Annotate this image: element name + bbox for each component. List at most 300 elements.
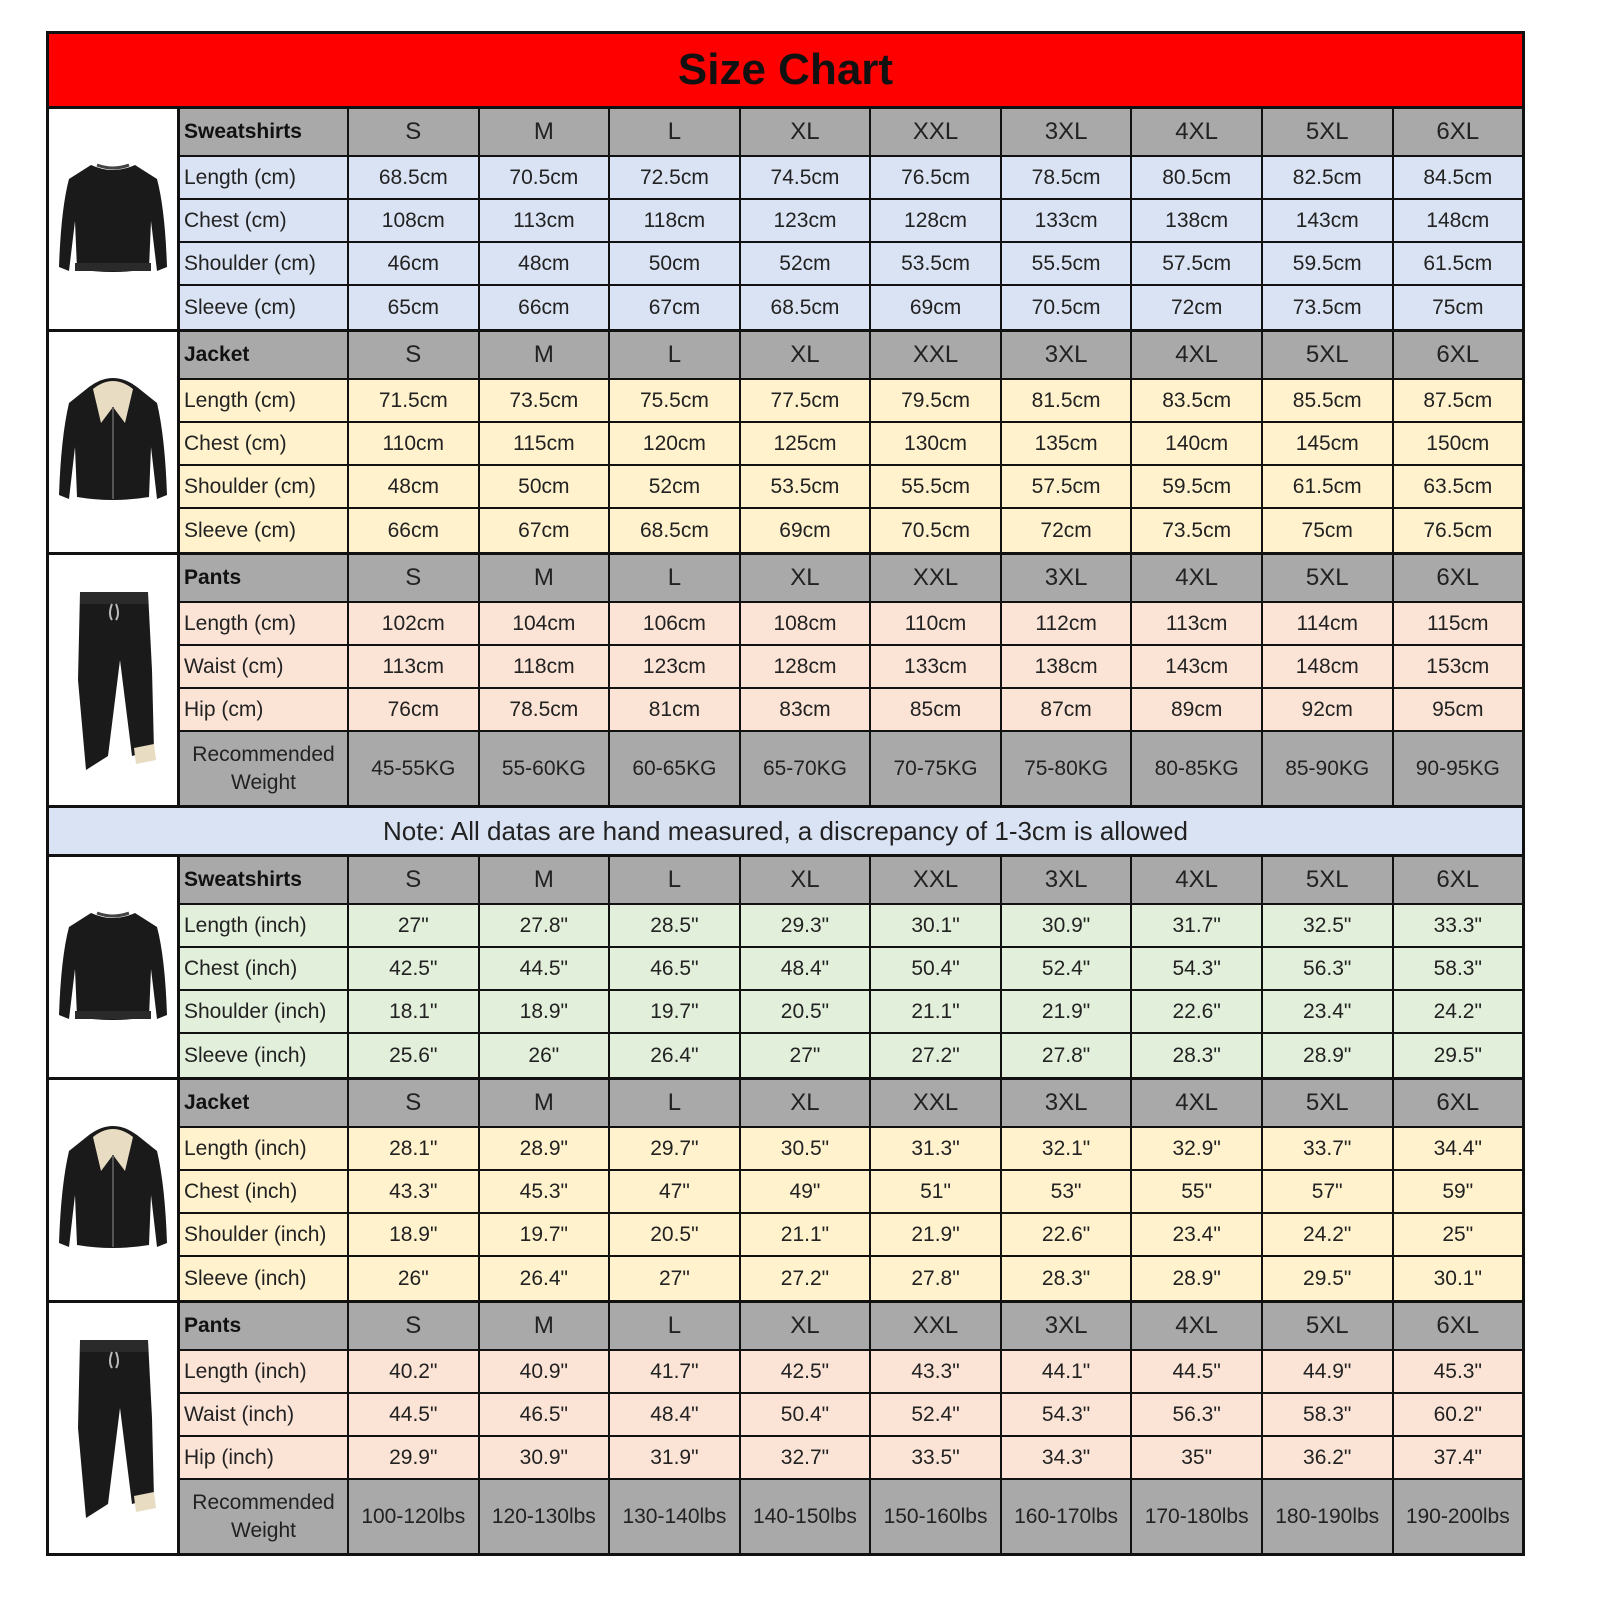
measurement-value: 37.4" (1433, 1445, 1482, 1469)
table-header-row (180, 332, 1522, 380)
table-row (180, 509, 1522, 552)
measurement-value: 53.5cm (741, 466, 872, 507)
measurement-value: 133cm (1002, 200, 1133, 241)
weight-value: 85-90KG (1263, 732, 1394, 805)
measurement-value: 30.1" (1433, 1266, 1482, 1290)
measurement-value: 89cm (1132, 689, 1263, 730)
size-header: XL (741, 555, 872, 601)
measurement-value: 133cm (871, 646, 1002, 687)
table-row (180, 243, 1522, 286)
product-image (49, 1080, 180, 1300)
measurement-value: 36.2" (1263, 1437, 1394, 1478)
size-header: M (480, 109, 611, 155)
size-header: 5XL (1263, 1303, 1394, 1349)
measurement-value: 28.5" (610, 905, 741, 946)
size-header: S (349, 332, 480, 378)
size-table (180, 109, 1522, 329)
measurement-value: 21.1" (871, 991, 1002, 1032)
measurement-value: 44.1" (1002, 1351, 1133, 1392)
size-header: 5XL (1263, 109, 1394, 155)
measurement-value: 118cm (480, 646, 611, 687)
table-header-row (180, 555, 1522, 603)
measurement-value: 20.5" (741, 991, 872, 1032)
measurement-value: 50cm (610, 243, 741, 284)
measurement-value: 29.9" (349, 1437, 480, 1478)
measurement-value: 52.4" (1002, 948, 1133, 989)
size-header: 3XL (1002, 1303, 1133, 1349)
measurement-value: 48cm (349, 466, 480, 507)
size-header: 3XL (1002, 332, 1133, 378)
measurement-value: 68.5cm (741, 286, 872, 329)
size-table (180, 555, 1522, 805)
weight-value: 100-120lbs (349, 1480, 480, 1553)
measurement-label: Length (inch) (180, 905, 349, 946)
measurement-value: 27.2" (871, 1034, 1002, 1077)
product-name: Pants (180, 1303, 349, 1349)
table-row (180, 286, 1522, 329)
measurement-value: 61.5cm (1423, 251, 1493, 275)
measurement-value: 42.5" (741, 1351, 872, 1392)
measurement-value: 53.5cm (871, 243, 1002, 284)
measurement-value: 78.5cm (480, 689, 611, 730)
measurement-value: 27" (349, 905, 480, 946)
weight-value: 190-200lbs (1405, 1504, 1510, 1528)
recommended-weight-text (192, 741, 334, 797)
table-row (180, 423, 1522, 466)
measurement-value: 48cm (480, 243, 611, 284)
measurement-value: 45.3" (480, 1171, 611, 1212)
measurement-value: 55" (1132, 1171, 1263, 1212)
size-header: XXL (871, 1080, 1002, 1126)
table-row (180, 991, 1522, 1034)
measurement-value: 40.2" (349, 1351, 480, 1392)
measurement-value: 43.3" (349, 1171, 480, 1212)
size-header: L (610, 332, 741, 378)
measurement-value: 27" (741, 1034, 872, 1077)
measurement-value: 50.4" (871, 948, 1002, 989)
page-title: Size Chart (49, 34, 1522, 109)
size-header: 4XL (1132, 555, 1263, 601)
measurement-value: 26" (349, 1257, 480, 1300)
size-header: 3XL (1002, 1080, 1133, 1126)
measurement-value: 110cm (349, 423, 480, 464)
measurement-value: 58.3" (1263, 1394, 1394, 1435)
measurement-value: 69cm (741, 509, 872, 552)
measurement-value: 31.7" (1132, 905, 1263, 946)
measurement-label: Chest (cm) (180, 200, 349, 241)
measurement-value: 52cm (610, 466, 741, 507)
measurement-value: 145cm (1263, 423, 1394, 464)
table-row (180, 689, 1522, 732)
measurement-value: 128cm (871, 200, 1002, 241)
measurement-value: 26.4" (480, 1257, 611, 1300)
measurement-value: 28.9" (1132, 1257, 1263, 1300)
measurement-value: 118cm (610, 200, 741, 241)
measurement-value: 35" (1132, 1437, 1263, 1478)
measurement-label: Hip (inch) (180, 1437, 349, 1478)
measurement-value: 75.5cm (610, 380, 741, 421)
measurement-value: 47" (610, 1171, 741, 1212)
measurement-value: 67cm (480, 509, 611, 552)
measurement-value: 73.5cm (1263, 286, 1394, 329)
measurement-label: Waist (cm) (180, 646, 349, 687)
size-header: 4XL (1132, 332, 1263, 378)
size-header: M (480, 1303, 611, 1349)
measurement-value: 28.9" (1263, 1034, 1394, 1077)
size-header: XL (741, 857, 872, 903)
weight-value: 55-60KG (480, 732, 611, 805)
weight-value: 120-130lbs (480, 1480, 611, 1553)
measurement-value: 67cm (610, 286, 741, 329)
measurement-value: 72.5cm (610, 157, 741, 198)
pants-icon (58, 1328, 168, 1528)
table-row (180, 603, 1522, 646)
weight-value: 140-150lbs (741, 1480, 872, 1553)
measurement-value: 74.5cm (741, 157, 872, 198)
measurement-value: 73.5cm (1132, 509, 1263, 552)
size-header: 3XL (1002, 857, 1133, 903)
size-header: 3XL (1002, 109, 1133, 155)
measurement-value: 46cm (349, 243, 480, 284)
measurement-value: 68.5cm (610, 509, 741, 552)
product-name: Jacket (180, 1080, 349, 1126)
measurement-value: 143cm (1132, 646, 1263, 687)
size-table (180, 857, 1522, 1077)
measurement-value: 32.1" (1002, 1128, 1133, 1169)
measurement-value: 82.5cm (1263, 157, 1394, 198)
measurement-value: 57.5cm (1132, 243, 1263, 284)
measurement-value: 73.5cm (480, 380, 611, 421)
measurement-value: 55.5cm (871, 466, 1002, 507)
measurement-value: 75cm (1263, 509, 1394, 552)
measurement-value: 48.4" (741, 948, 872, 989)
table-row (180, 1214, 1522, 1257)
size-header: M (480, 555, 611, 601)
measurement-value: 25" (1442, 1222, 1474, 1246)
measurement-value: 113cm (480, 200, 611, 241)
measurement-value: 32.7" (741, 1437, 872, 1478)
product-name: Sweatshirts (180, 109, 349, 155)
measurement-value: 87.5cm (1423, 388, 1493, 412)
weight-value: 130-140lbs (610, 1480, 741, 1553)
measurement-value: 30.5" (741, 1128, 872, 1169)
section-jacket (49, 332, 1522, 555)
measurement-value: 18.9" (480, 991, 611, 1032)
weight-value: 90-95KG (1415, 756, 1500, 780)
measurement-value: 57.5cm (1002, 466, 1133, 507)
measurement-value: 148cm (1263, 646, 1394, 687)
measurement-value: 31.9" (610, 1437, 741, 1478)
size-header: S (349, 1303, 480, 1349)
measurement-value: 30.9" (1002, 905, 1133, 946)
measurement-value: 81cm (610, 689, 741, 730)
measurement-label: Length (inch) (180, 1351, 349, 1392)
product-image (49, 332, 180, 552)
size-header: 4XL (1132, 857, 1263, 903)
section-sweatshirts (49, 109, 1522, 332)
measurement-value: 44.5" (480, 948, 611, 989)
size-header: M (480, 332, 611, 378)
measurement-value: 54.3" (1132, 948, 1263, 989)
measurement-label: Length (cm) (180, 603, 349, 644)
measurement-value: 110cm (871, 603, 1002, 644)
size-header: S (349, 1080, 480, 1126)
measurement-value: 70.5cm (871, 509, 1002, 552)
measurement-value: 53" (1002, 1171, 1133, 1212)
measurement-value: 76.5cm (871, 157, 1002, 198)
measurement-value: 29.3" (741, 905, 872, 946)
measurement-value: 84.5cm (1423, 165, 1493, 189)
table-row (180, 1034, 1522, 1077)
measurement-value: 31.3" (871, 1128, 1002, 1169)
measurement-value: 108cm (741, 603, 872, 644)
measurement-value: 78.5cm (1002, 157, 1133, 198)
measurement-value: 153cm (1426, 654, 1490, 678)
measurement-value: 21.9" (1002, 991, 1133, 1032)
size-header: 5XL (1263, 555, 1394, 601)
measurement-value: 29.5" (1263, 1257, 1394, 1300)
measurement-label: Shoulder (inch) (180, 1214, 349, 1255)
measurement-value: 19.7" (480, 1214, 611, 1255)
measurement-value: 135cm (1002, 423, 1133, 464)
size-header: L (610, 109, 741, 155)
measurement-value: 140cm (1132, 423, 1263, 464)
measurement-value: 59.5cm (1263, 243, 1394, 284)
measurement-value: 52.4" (871, 1394, 1002, 1435)
measurement-value: 55.5cm (1002, 243, 1133, 284)
table-row (180, 380, 1522, 423)
size-header: XL (741, 1080, 872, 1126)
measurement-value: 40.9" (480, 1351, 611, 1392)
measurement-value: 28.3" (1002, 1257, 1133, 1300)
measurement-label: Sleeve (cm) (180, 509, 349, 552)
measurement-value: 106cm (610, 603, 741, 644)
size-header: L (610, 1303, 741, 1349)
measurement-value: 60.2" (1433, 1402, 1482, 1426)
measurement-value: 32.9" (1132, 1128, 1263, 1169)
jacket-icon (53, 367, 173, 517)
measurement-value: 28.1" (349, 1128, 480, 1169)
table-row (180, 1257, 1522, 1300)
size-header: 6XL (1436, 1312, 1480, 1339)
measurement-value: 70.5cm (1002, 286, 1133, 329)
table-row (180, 157, 1522, 200)
table-header-row (180, 1303, 1522, 1351)
size-header: 4XL (1132, 1080, 1263, 1126)
recommended-weight-label (180, 732, 349, 805)
measurement-value: 80.5cm (1132, 157, 1263, 198)
measurement-value: 26" (480, 1034, 611, 1077)
measurement-value: 49" (741, 1171, 872, 1212)
measurement-value: 22.6" (1002, 1214, 1133, 1255)
measurement-label: Sleeve (inch) (180, 1257, 349, 1300)
measurement-label: Waist (inch) (180, 1394, 349, 1435)
measurement-value: 30.1" (871, 905, 1002, 946)
measurement-value: 83.5cm (1132, 380, 1263, 421)
measurement-value: 75cm (1432, 295, 1484, 319)
measurement-value: 33.5" (871, 1437, 1002, 1478)
measurement-value: 44.9" (1263, 1351, 1394, 1392)
size-table (180, 332, 1522, 552)
measurement-value: 87cm (1002, 689, 1133, 730)
section-pants (49, 555, 1522, 808)
measurement-value: 23.4" (1263, 991, 1394, 1032)
measurement-value: 26.4" (610, 1034, 741, 1077)
measurement-value: 77.5cm (741, 380, 872, 421)
weight-value: 65-70KG (741, 732, 872, 805)
size-header: 6XL (1436, 341, 1480, 368)
measurement-value: 33.3" (1433, 913, 1482, 937)
measurement-label: Chest (inch) (180, 1171, 349, 1212)
size-header: S (349, 857, 480, 903)
product-name: Sweatshirts (180, 857, 349, 903)
measurement-value: 27.8" (1002, 1034, 1133, 1077)
measurement-value: 34.4" (1433, 1136, 1482, 1160)
measurement-value: 71.5cm (349, 380, 480, 421)
section-sweatshirts (49, 857, 1522, 1080)
measurement-value: 104cm (480, 603, 611, 644)
measurement-value: 43.3" (871, 1351, 1002, 1392)
sweatshirt-icon (53, 149, 173, 289)
table-row (180, 905, 1522, 948)
measurement-value: 85cm (871, 689, 1002, 730)
size-header: M (480, 857, 611, 903)
weight-value: 180-190lbs (1263, 1480, 1394, 1553)
measurement-value: 128cm (741, 646, 872, 687)
recommended-weight-row (180, 732, 1522, 805)
measurement-value: 24.2" (1263, 1214, 1394, 1255)
note-banner: Note: All datas are hand measured, a discrepancy of 1-3cm is allowed (49, 808, 1522, 857)
measurement-value: 61.5cm (1263, 466, 1394, 507)
measurement-value: 85.5cm (1263, 380, 1394, 421)
measurement-value: 44.5" (349, 1394, 480, 1435)
weight-value: 60-65KG (610, 732, 741, 805)
measurement-value: 58.3" (1433, 956, 1482, 980)
measurement-value: 20.5" (610, 1214, 741, 1255)
measurement-value: 76cm (349, 689, 480, 730)
size-table (180, 1303, 1522, 1553)
measurement-value: 63.5cm (1423, 474, 1493, 498)
weight-value: 160-170lbs (1002, 1480, 1133, 1553)
measurement-value: 21.9" (871, 1214, 1002, 1255)
measurement-value: 115cm (1427, 611, 1489, 635)
measurement-value: 95cm (1432, 697, 1484, 721)
measurement-value: 79.5cm (871, 380, 1002, 421)
measurement-value: 123cm (610, 646, 741, 687)
measurement-value: 34.3" (1002, 1437, 1133, 1478)
measurement-value: 21.1" (741, 1214, 872, 1255)
measurement-label: Shoulder (cm) (180, 466, 349, 507)
table-row (180, 948, 1522, 991)
measurement-value: 23.4" (1132, 1214, 1263, 1255)
measurement-value: 27" (610, 1257, 741, 1300)
measurement-value: 29.5" (1433, 1043, 1482, 1067)
size-header: XXL (871, 1303, 1002, 1349)
section-pants (49, 1303, 1522, 1553)
measurement-value: 138cm (1002, 646, 1133, 687)
measurement-value: 68.5cm (349, 157, 480, 198)
product-image (49, 1303, 180, 1553)
measurement-value: 45.3" (1433, 1359, 1482, 1383)
measurement-value: 32.5" (1263, 905, 1394, 946)
measurement-value: 41.7" (610, 1351, 741, 1392)
measurement-value: 123cm (741, 200, 872, 241)
product-image (49, 555, 180, 805)
measurement-value: 50.4" (741, 1394, 872, 1435)
measurement-value: 46.5" (610, 948, 741, 989)
measurement-value: 143cm (1263, 200, 1394, 241)
recommended-weight-label (180, 1480, 349, 1553)
measurement-label: Sleeve (cm) (180, 286, 349, 329)
measurement-value: 28.9" (480, 1128, 611, 1169)
weight-value: 75-80KG (1002, 732, 1133, 805)
recommended-label-line1: Recommended (192, 1490, 335, 1514)
weight-value: 45-55KG (349, 732, 480, 805)
measurement-label: Shoulder (inch) (180, 991, 349, 1032)
size-header: 5XL (1263, 857, 1394, 903)
size-header: L (610, 555, 741, 601)
size-header: 3XL (1002, 555, 1133, 601)
measurement-value: 112cm (1002, 603, 1133, 644)
measurement-value: 30.9" (480, 1437, 611, 1478)
measurement-value: 22.6" (1132, 991, 1263, 1032)
measurement-value: 25.6" (349, 1034, 480, 1077)
jacket-icon (53, 1115, 173, 1265)
weight-value: 150-160lbs (871, 1480, 1002, 1553)
measurement-value: 125cm (741, 423, 872, 464)
measurement-value: 115cm (480, 423, 611, 464)
size-chart (46, 31, 1525, 1556)
product-image (49, 109, 180, 329)
measurement-value: 42.5" (349, 948, 480, 989)
size-header: XL (741, 109, 872, 155)
measurement-value: 72cm (1002, 509, 1133, 552)
measurement-value: 148cm (1426, 208, 1490, 232)
measurement-value: 56.3" (1132, 1394, 1263, 1435)
size-header: XXL (871, 332, 1002, 378)
weight-value: 70-75KG (871, 732, 1002, 805)
weight-value: 170-180lbs (1132, 1480, 1263, 1553)
measurement-value: 50cm (480, 466, 611, 507)
size-table (180, 1080, 1522, 1300)
measurement-value: 70.5cm (480, 157, 611, 198)
measurement-value: 72cm (1132, 286, 1263, 329)
measurement-label: Chest (inch) (180, 948, 349, 989)
size-header: 6XL (1436, 1089, 1480, 1116)
size-header: XL (741, 1303, 872, 1349)
measurement-value: 28.3" (1132, 1034, 1263, 1077)
measurement-value: 66cm (349, 509, 480, 552)
size-header: 6XL (1436, 564, 1480, 591)
measurement-value: 33.7" (1263, 1128, 1394, 1169)
recommended-label-line1: Recommended (192, 742, 335, 766)
size-header: 6XL (1436, 118, 1480, 145)
weight-value: 80-85KG (1132, 732, 1263, 805)
sweatshirt-icon (53, 897, 173, 1037)
measurement-value: 66cm (480, 286, 611, 329)
measurement-value: 130cm (871, 423, 1002, 464)
measurement-value: 27.8" (871, 1257, 1002, 1300)
measurement-value: 46.5" (480, 1394, 611, 1435)
measurement-value: 65cm (349, 286, 480, 329)
table-row (180, 466, 1522, 509)
measurement-value: 54.3" (1002, 1394, 1133, 1435)
measurement-value: 76.5cm (1423, 518, 1493, 542)
size-header: 5XL (1263, 332, 1394, 378)
measurement-value: 52cm (741, 243, 872, 284)
recommended-weight-text (192, 1489, 334, 1545)
measurement-label: Hip (cm) (180, 689, 349, 730)
